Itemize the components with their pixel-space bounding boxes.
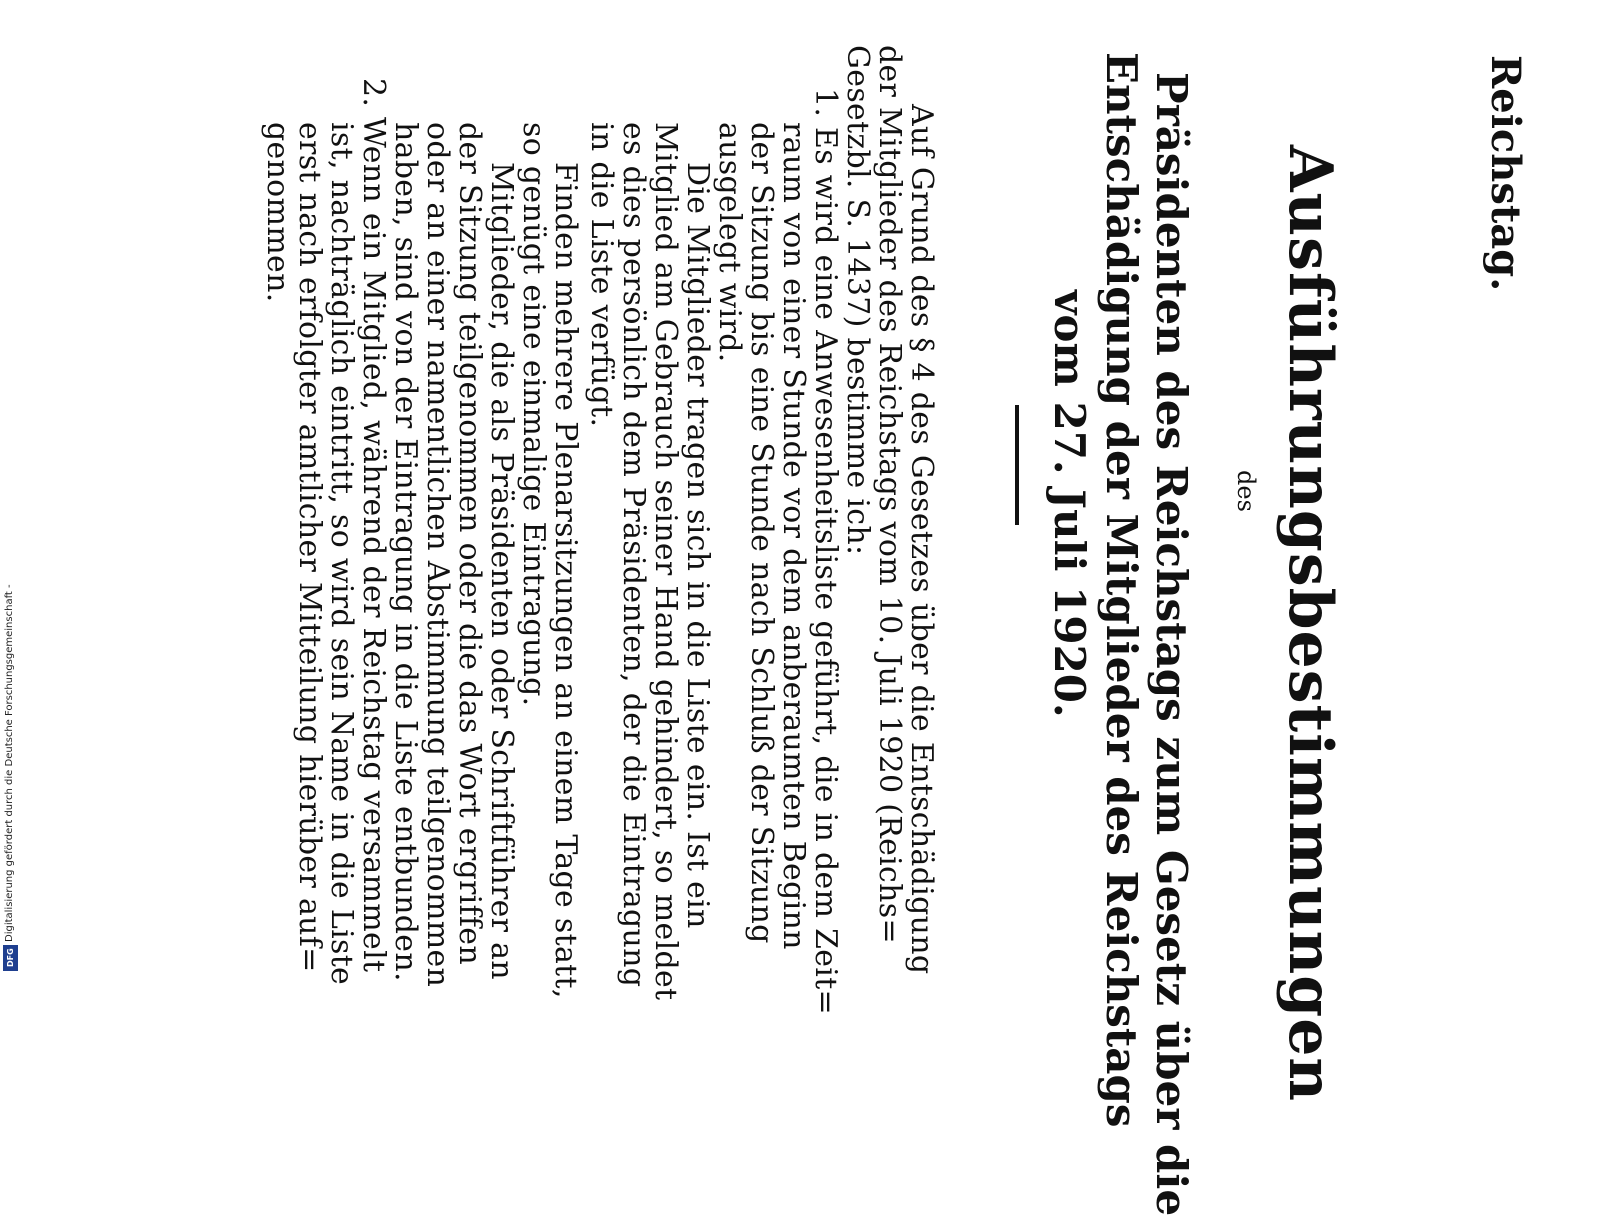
body-line: Die Mitglieder tragen sich in die Liste ein. Ist ein [680, 162, 715, 929]
masthead: Reichstag. [1482, 55, 1529, 292]
body-line: es dies persönlich dem Präsidenten, der die Eintragung [616, 122, 651, 988]
body-line: oder an einer namentlichen Abstimmung teilgenommen [420, 122, 455, 988]
body-line: Mitglieder, die als Präsidenten oder Schriftführer an [484, 162, 519, 980]
list-item-1: 1. Es wird eine Anwesenheitsliste geführt, die in dem Zeit= [808, 88, 843, 1015]
body-line: der Sitzung bis eine Stunde nach Schluß der Sitzung [744, 122, 779, 944]
document-title: Ausführungsbestimmungen [1275, 145, 1345, 1102]
dfg-logo-icon: DFG [3, 945, 18, 971]
body-line: der Mitglieder des Reichstags vom 10. Juli 1920 (Reichs= [872, 45, 907, 944]
body-line: Gesetzbl. S. 1437) bestimme ich: [840, 45, 875, 556]
body-line: Auf Grund des § 4 des Gesetzes über die Entschädigung [904, 104, 939, 975]
body-line: Mitglied am Gebrauch seiner Hand gehindert, so meldet [648, 122, 683, 1001]
title-divider [1015, 405, 1019, 525]
body-line: in die Liste verfügt. [584, 122, 619, 428]
body-line: erst nach erfolgter amtlicher Mitteilung hierüber auf= [292, 122, 327, 973]
digitization-credit-strip [0, 0, 22, 1000]
body-line: Finden mehrere Plenarsitzungen an einem Tage statt, [548, 162, 583, 999]
body-line: haben, sind von der Eintragung in die Liste entbunden. [388, 122, 423, 982]
body-line: der Sitzung teilgenommen oder die das Wort ergriffen [452, 122, 487, 965]
body-line: raum von einer Stunde vor dem anberaumten Beginn [776, 122, 811, 950]
body-line: genommen. [260, 122, 295, 303]
title-connector: des [1232, 470, 1260, 512]
body-line: so genügt eine einmalige Eintragung. [516, 122, 551, 707]
subtitle-line: Entschädigung der Mitglieder des Reichstags [1097, 52, 1146, 1128]
subtitle-line: Präsidenten des Reichstags zum Gesetz über die [1147, 72, 1196, 1216]
body-line: ist, nachträglich eintritt, so wird sein Name in die Liste [324, 122, 359, 986]
digitization-credit: Digitalisierung gefördert durch die Deutsche Forschungsgemeinschaft - [4, 584, 15, 942]
body-line: ausgelegt wird. [712, 122, 747, 363]
list-item-2: 2. Wenn ein Mitglied, während der Reichstag versammelt [356, 78, 391, 973]
subtitle-line: vom 27. Juli 1920. [1045, 290, 1094, 718]
